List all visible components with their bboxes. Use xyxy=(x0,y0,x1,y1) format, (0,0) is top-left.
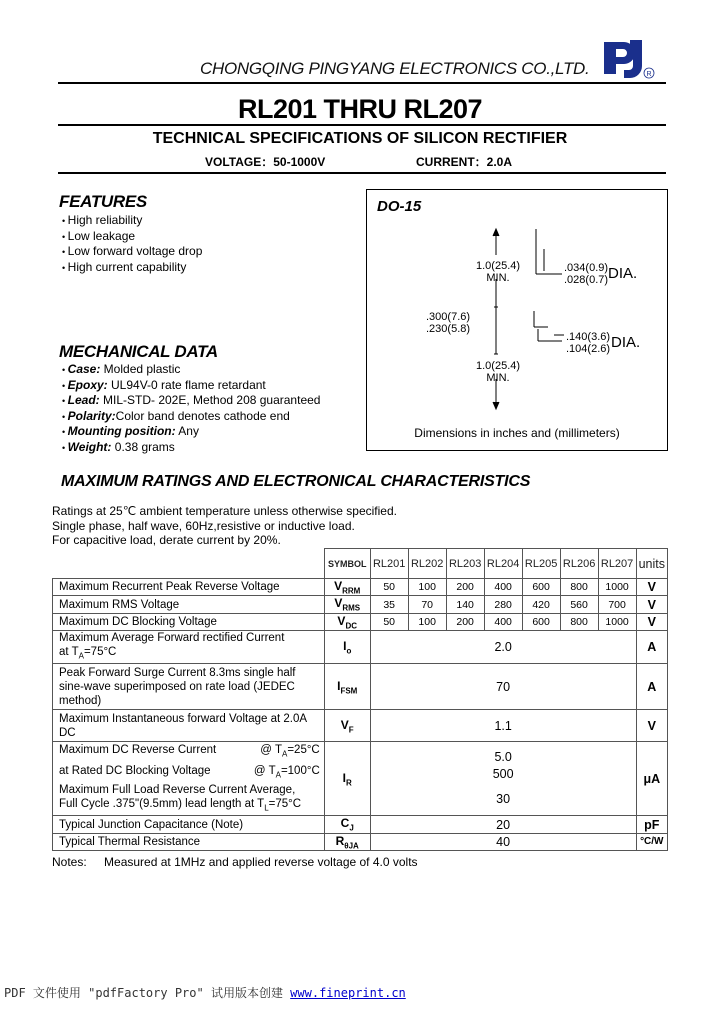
unit-cell: °C/W xyxy=(636,833,667,850)
header-cell: RL202 xyxy=(408,549,446,579)
value-cell: 35 xyxy=(370,596,408,613)
header-cell: RL201 xyxy=(370,549,408,579)
feature-item: • High reliability xyxy=(62,213,202,229)
value-cell: 2.0 xyxy=(370,631,636,664)
table-row xyxy=(53,833,668,850)
value-cell: 5.0 500 30 xyxy=(370,742,636,816)
value-cell: 100 xyxy=(408,613,446,630)
dim-value: .300(7.6) xyxy=(426,311,471,323)
mechanical-list xyxy=(62,362,320,455)
spec-rule xyxy=(58,172,666,174)
page-title: RL201 THRU RL207 xyxy=(237,94,483,124)
table-row xyxy=(53,579,668,596)
param-cell: Maximum RMS Voltage xyxy=(53,596,325,613)
ratings-notes xyxy=(52,504,397,548)
pdf-footer xyxy=(4,984,406,1001)
value-cell: 600 xyxy=(522,579,560,596)
dim-value: .230(5.8) xyxy=(426,323,471,335)
lead-length-top xyxy=(476,260,520,284)
table-row xyxy=(53,664,668,710)
value-cell: 1000 xyxy=(598,613,636,630)
value-cell: 140 xyxy=(446,596,484,613)
value-cell: 70 xyxy=(408,596,446,613)
mech-value: Any xyxy=(175,424,199,438)
company-name: CHONGQING PINGYANG ELECTRONICS CO.,LTD. xyxy=(200,59,590,78)
table-row xyxy=(53,816,668,833)
unit-cell: pF xyxy=(636,816,667,833)
dim-value: .028(0.7) xyxy=(564,274,609,286)
symbol-cell: $V_{RMS}$ xyxy=(324,596,370,613)
lead-diameter xyxy=(564,262,608,286)
voltage-spec: VOLTAGE：50-1000V xyxy=(205,155,326,169)
table-row xyxy=(53,742,668,816)
header-cell: units xyxy=(636,549,667,579)
unit-cell: V xyxy=(636,710,667,742)
symbol-cell: $I_o$ xyxy=(324,631,370,664)
body-dia-label: DIA. xyxy=(611,334,641,351)
body-length xyxy=(426,311,470,335)
package-name: DO-15 xyxy=(377,198,422,215)
feature-item: • High current capability xyxy=(62,260,202,276)
value-cell: 50 xyxy=(370,579,408,596)
table-row xyxy=(53,613,668,630)
mech-item xyxy=(62,393,320,409)
dim-min: MIN. xyxy=(486,372,510,384)
header-rule xyxy=(58,82,666,84)
dim-value: .034(0.9) xyxy=(564,262,609,274)
footer-text: PDF 文件使用 "pdfFactory Pro" 试用版本创建 xyxy=(4,986,291,1000)
mech-item xyxy=(62,424,320,440)
dimensions-caption: Dimensions in inches and (millimeters) xyxy=(414,426,620,440)
header-blank xyxy=(53,549,325,579)
registered-mark: R xyxy=(646,71,652,78)
dim-value: 1.0(25.4) xyxy=(476,260,521,272)
notes-label: Notes: xyxy=(52,855,87,869)
body-diameter xyxy=(566,331,610,355)
value-cell: 20 xyxy=(370,816,636,833)
header-cell: RL207 xyxy=(598,549,636,579)
ratings-note: Single phase, half wave, 60Hz,resistive or inductive load. xyxy=(52,518,355,533)
dim-min: MIN. xyxy=(486,272,510,284)
notes-text: Measured at 1MHz and applied reverse voltage of 4.0 volts xyxy=(104,855,418,869)
ratings-note: Ratings at 25℃ ambient temperature unless otherwise specified. xyxy=(52,504,397,518)
company-logo xyxy=(604,40,656,80)
mech-label: Lead: xyxy=(67,393,100,407)
mech-label: Weight: xyxy=(67,439,112,454)
value-cell: 100 xyxy=(408,579,446,596)
param-cell: Maximum Instantaneous forward Voltage at 2.0A DC xyxy=(53,710,325,742)
header-cell: RL204 xyxy=(484,549,522,579)
unit-cell: A xyxy=(636,631,667,664)
features-heading: FEATURES xyxy=(59,192,147,211)
symbol-cell: $V_F$ xyxy=(324,710,370,742)
mech-value: UL94V-0 rate flame retardant xyxy=(107,377,266,392)
lead-dia-label: DIA. xyxy=(608,265,638,282)
table-row xyxy=(53,631,668,664)
symbol-cell: $V_{RRM}$ xyxy=(324,579,370,596)
header-cell: RL203 xyxy=(446,549,484,579)
mech-item xyxy=(62,409,320,425)
mechanical-heading: MECHANICAL DATA xyxy=(59,342,218,361)
dim-value: 1.0(25.4) xyxy=(476,360,521,372)
value-cell: 50 xyxy=(370,613,408,630)
value-cell: 800 xyxy=(560,579,598,596)
footer-link[interactable]: www.fineprint.cn xyxy=(290,986,406,1000)
param-cell: Peak Forward Surge Current 8.3ms single half sine-wave superimposed on rate load (JEDEC method) xyxy=(53,664,325,710)
unit-cell: V xyxy=(636,579,667,596)
symbol-cell: $R_{\theta JA}$ xyxy=(324,833,370,850)
value-cell: 1000 xyxy=(598,579,636,596)
mech-value: Color band denotes cathode end xyxy=(115,408,290,423)
mech-label: Case: xyxy=(67,362,101,376)
table-header-row xyxy=(53,549,668,579)
mech-value: 0.38 grams xyxy=(111,439,175,454)
header-cell: RL206 xyxy=(560,549,598,579)
mech-label: Polarity: xyxy=(67,408,116,423)
symbol-cell: $I_{FSM}$ xyxy=(324,664,370,710)
mech-label: Epoxy: xyxy=(67,377,108,392)
value-cell: 600 xyxy=(522,613,560,630)
mech-value: Molded plastic xyxy=(100,362,181,376)
value-cell: 400 xyxy=(484,613,522,630)
title-rule xyxy=(58,124,666,126)
ratings-heading: MAXIMUM RATINGS AND ELECTRONICAL CHARACTERISTICS xyxy=(61,473,531,490)
features-list xyxy=(62,213,202,275)
value-cell: 400 xyxy=(484,579,522,596)
unit-cell: A xyxy=(636,664,667,710)
value-cell: 1.1 xyxy=(370,710,636,742)
table-row xyxy=(53,710,668,742)
value-cell: 420 xyxy=(522,596,560,613)
value-cell: 800 xyxy=(560,613,598,630)
param-cell: Maximum DC Reverse Current @ $T_A=25^\circ C$ at Rated DC Blocking Voltage @ $T_A=100^\circ C$ Maximum Full Load Reverse Current Average, Full Cycle .375"(9.5mm) lead length at $T_L=75^\circ C$ xyxy=(53,742,325,816)
value-cell: 40 xyxy=(370,833,636,850)
unit-cell: V xyxy=(636,596,667,613)
dim-value: .140(3.6) xyxy=(566,331,611,343)
value-cell: 280 xyxy=(484,596,522,613)
page-subtitle: TECHNICAL SPECIFICATIONS OF SILICON RECTIFIER xyxy=(152,130,568,147)
mech-value: MIL-STD- 202E, Method 208 guaranteed xyxy=(99,393,321,407)
ratings-table xyxy=(52,548,668,851)
feature-item: • Low leakage xyxy=(62,229,202,245)
value-cell: 200 xyxy=(446,613,484,630)
symbol-cell: $V_{DC}$ xyxy=(324,613,370,630)
value-cell: 70 xyxy=(370,664,636,710)
param-cell: Typical Thermal Resistance xyxy=(53,833,325,850)
notes xyxy=(52,855,418,869)
param-cell: Maximum Recurrent Peak Reverse Voltage xyxy=(53,579,325,596)
header-cell: SYMBOL xyxy=(324,549,370,579)
unit-cell: μA xyxy=(636,742,667,816)
mech-item xyxy=(62,378,320,394)
symbol-cell: $I_R$ xyxy=(324,742,370,816)
mech-label: Mounting position: xyxy=(67,424,176,438)
dim-value: .104(2.6) xyxy=(566,343,611,355)
header-cell: RL205 xyxy=(522,549,560,579)
value-cell: 200 xyxy=(446,579,484,596)
feature-item: • Low forward voltage drop xyxy=(62,244,202,260)
param-cell: Typical Junction Capacitance (Note) xyxy=(53,816,325,833)
current-spec: CURRENT：2.0A xyxy=(416,155,513,169)
param-cell: Maximum Average Forward rectified Current at $T_A=75^\circ C$ xyxy=(53,631,325,664)
unit-cell: V xyxy=(636,613,667,630)
value-cell: 700 xyxy=(598,596,636,613)
symbol-cell: $C_J$ xyxy=(324,816,370,833)
lead-length-bottom xyxy=(476,360,520,384)
ratings-note: For capacitive load, derate current by 20%. xyxy=(52,533,281,547)
table-row xyxy=(53,596,668,613)
param-cell: Maximum DC Blocking Voltage xyxy=(53,613,325,630)
mech-item xyxy=(62,440,320,456)
value-cell: 560 xyxy=(560,596,598,613)
mech-item xyxy=(62,362,320,378)
package-drawing xyxy=(366,189,668,451)
